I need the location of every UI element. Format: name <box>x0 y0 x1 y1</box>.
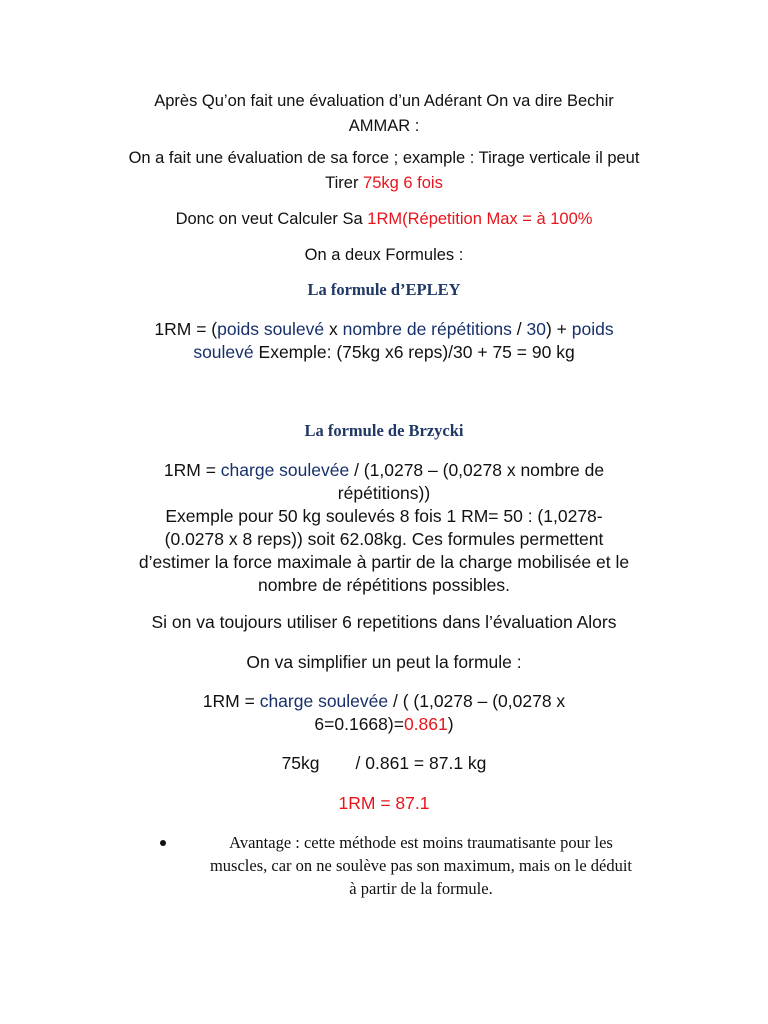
repetitions-note: Si on va toujours utiliser 6 repetitions dans l’évaluation Alors <box>151 612 617 632</box>
simplified-l2-c: ) <box>447 714 454 734</box>
epley-l1-a: 1RM = ( <box>154 319 218 339</box>
epley-l1-g: ) + <box>545 319 572 339</box>
calc-paragraph <box>100 207 668 232</box>
result-value: 1RM = 87.1 <box>338 793 430 813</box>
simplified-l1-a: 1RM = <box>202 691 260 711</box>
intro-paragraph <box>100 89 668 139</box>
epley-l1-d: nombre de répétitions <box>342 319 512 339</box>
simplified-line-2 <box>100 713 668 736</box>
brzycki-line-4: (0.0278 x 8 reps)) soit 62.08kg. Ces formules permettent <box>164 529 604 549</box>
simplified-l1-c: / ( (1,0278 – (0,0278 x <box>388 691 566 711</box>
epley-l2-a: soulevé <box>193 342 254 362</box>
brzycki-line-1 <box>100 459 668 482</box>
simplify-note: On va simplifier un peut la formule : <box>246 652 522 672</box>
epley-l2-b: Exemple: (75kg x6 reps)/30 + 75 = 90 kg <box>253 342 575 362</box>
evaluation-line-2 <box>100 171 668 196</box>
evaluation-paragraph <box>100 146 668 196</box>
advantage-line-1: Avantage : cette méthode est moins traumatisante pour les <box>229 833 613 852</box>
evaluation-highlight: 75kg 6 fois <box>363 174 443 192</box>
simplified-formula <box>100 690 668 736</box>
evaluation-prefix: Tirer <box>325 174 364 192</box>
evaluation-line-1: On a fait une évaluation de sa force ; example : Tirage verticale il peut <box>128 149 640 167</box>
calc-prefix: Donc on veut Calculer Sa <box>175 210 368 228</box>
brzycki-l1-b: charge soulevée <box>220 460 350 480</box>
brzycki-heading: La formule de Brzycki <box>304 421 464 440</box>
simplified-line-1 <box>100 690 668 713</box>
brzycki-formula <box>100 459 668 597</box>
calc-highlight: 1RM(Répetition Max = à 100% <box>367 210 593 228</box>
epley-formula <box>100 318 668 364</box>
brzycki-line-2: répétitions)) <box>337 483 431 503</box>
advantage-line-3: à partir de la formule. <box>349 879 493 898</box>
formulas-intro: On a deux Formules : <box>304 246 464 264</box>
advantage-text <box>146 831 676 900</box>
brzycki-l1-c: / (1,0278 – (0,0278 x nombre de <box>349 460 605 480</box>
brzycki-line-6: nombre de répétitions possibles. <box>258 575 510 595</box>
simplified-l2-a: 6=0.1668)= <box>314 714 404 734</box>
epley-heading: La formule d’EPLEY <box>307 280 461 299</box>
example-calc-right: / 0.861 = 87.1 kg <box>355 753 487 773</box>
intro-line-2: AMMAR : <box>348 117 420 135</box>
example-calc-left: 75kg <box>281 753 320 773</box>
advantage-bullet <box>146 831 676 900</box>
brzycki-l1-a: 1RM = <box>163 460 221 480</box>
simplified-l1-b: charge soulevée <box>259 691 389 711</box>
intro-line-1: Après Qu’on fait une évaluation d’un Adérant On va dire Bechir <box>154 92 614 110</box>
epley-l1-h: poids <box>571 319 614 339</box>
brzycki-line-3: Exemple pour 50 kg soulevés 8 fois 1 RM= 50 : (1,0278- <box>165 506 603 526</box>
brzycki-line-5: d’estimer la force maximale à partir de la charge mobilisée et le <box>138 552 630 572</box>
epley-l1-e: / <box>511 319 527 339</box>
epley-line-1 <box>100 318 668 341</box>
example-calc <box>100 752 668 775</box>
epley-l1-b: poids soulevé <box>217 319 325 339</box>
epley-l1-f: 30 <box>526 319 546 339</box>
bullet-icon <box>160 840 166 846</box>
epley-l1-c: x <box>324 319 343 339</box>
advantage-line-2: muscles, car on ne soulève pas son maximum, mais on le déduit <box>209 856 633 875</box>
epley-line-2 <box>100 341 668 364</box>
simplified-l2-b: 0.861 <box>403 714 448 734</box>
